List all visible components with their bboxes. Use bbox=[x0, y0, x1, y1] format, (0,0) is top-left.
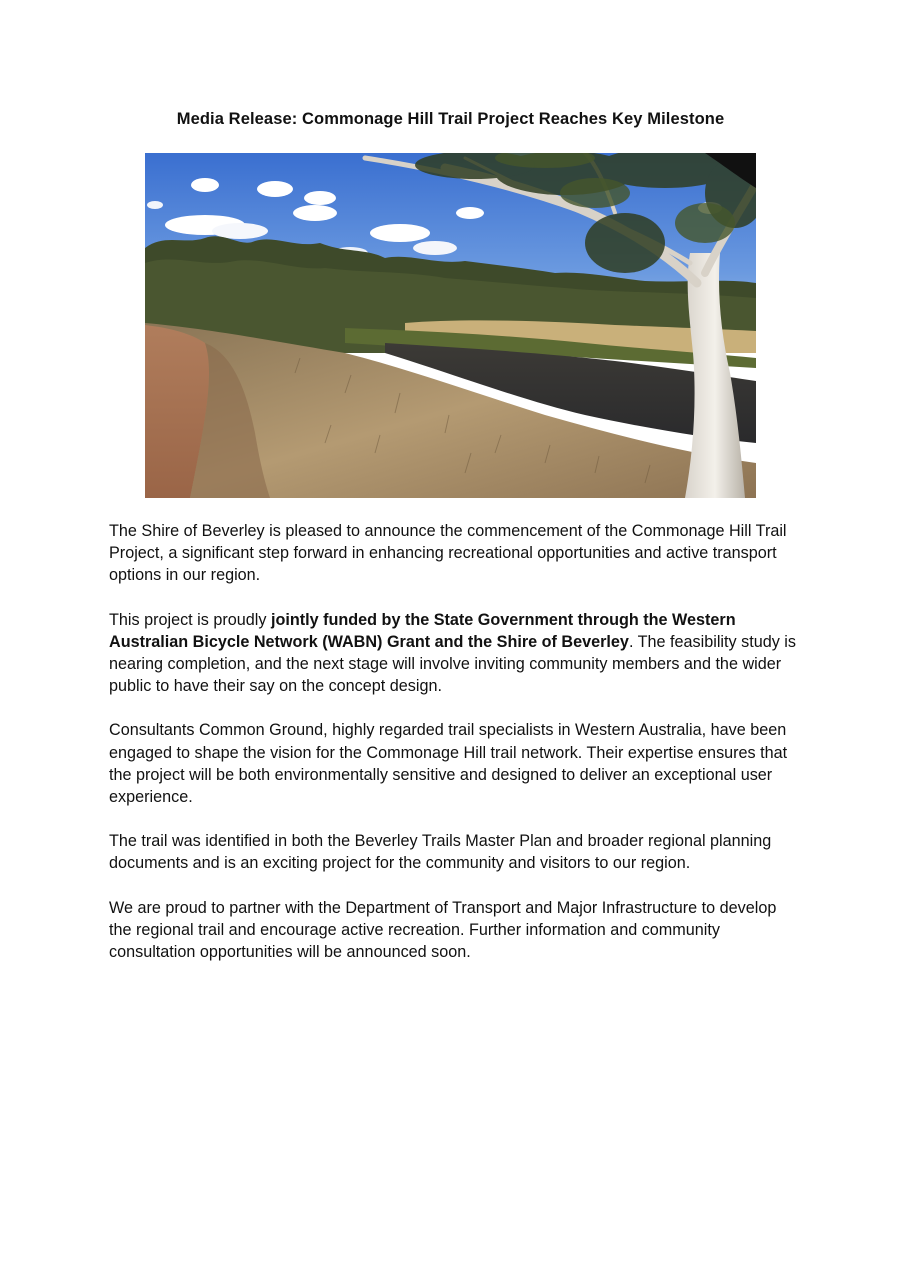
landscape-photo-icon bbox=[145, 153, 756, 498]
paragraph-planning: The trail was identified in both the Beverley Trails Master Plan and broader regional planning documents and is an exciting project for the community and visitors to our region. bbox=[109, 832, 772, 873]
paragraph-intro: The Shire of Beverley is pleased to announce the commencement of the Commonage Hill Trail Project, a significant step forward in enhancing recreational opportunities and active transport options in our region. bbox=[109, 522, 787, 585]
funding-bold-text: jointly funded by the State Government through the Western Australian Bicycle Network (WABN) Grant and the Shire of Beverley bbox=[109, 610, 736, 651]
page-title: Media Release: Commonage Hill Trail Project Reaches Key Milestone bbox=[176, 110, 725, 128]
article-body bbox=[109, 520, 799, 963]
funding-tail-text: . The feasibility study is nearing completion, and the next stage will involve inviting community members and the wider public to have their say on the concept design. bbox=[109, 632, 796, 696]
paragraph-partnership: We are proud to partner with the Department of Transport and Major Infrastructure to develop the regional trail and encourage active recreation. Further information and community consultation opportunities will be announced soon. bbox=[109, 898, 777, 962]
paragraph-consultants: Consultants Common Ground, highly regarded trail specialists in Western Australia, have been engaged to shape the vision for the Commonage Hill trail network. Their expertise ensures that the project will be both environmentally sensitive and designed to deliver an exceptional user experience. bbox=[109, 721, 788, 807]
funding-lead-text: This project is proudly bbox=[109, 610, 271, 629]
landscape-photo bbox=[145, 153, 756, 498]
paragraph-funding bbox=[109, 609, 799, 698]
